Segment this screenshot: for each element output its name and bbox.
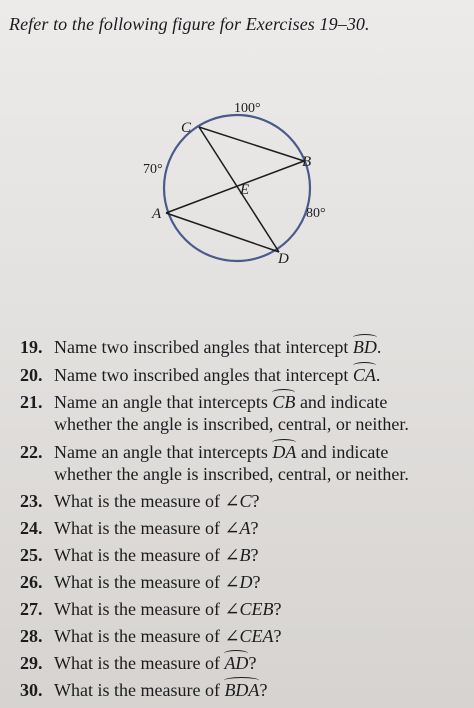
chord-AD <box>166 213 279 252</box>
exercise-text: Name an angle that intercepts <box>54 442 273 462</box>
exercise-number: 19. <box>20 337 43 357</box>
exercise-number: 29. <box>20 653 43 673</box>
exercise-text: Name an angle that intercepts <box>54 392 273 412</box>
label-arc-CB: 100° <box>234 101 261 116</box>
exercise-text: What is the measure of ∠ <box>54 626 240 646</box>
exercise-text: What is the measure of <box>54 653 225 673</box>
exercise-text: What is the measure of ∠ <box>54 491 240 511</box>
exercise-text: Name two inscribed angles that intercept <box>54 337 353 357</box>
label-arc-BD: 80° <box>306 206 326 221</box>
exercise-item <box>20 625 282 647</box>
exercise-number: 20. <box>20 365 43 385</box>
label-point-B: B <box>302 154 312 170</box>
exercise-text-end: and indicate <box>295 392 388 412</box>
exercise-number: 22. <box>20 442 43 462</box>
chord-CB <box>199 127 304 161</box>
label-point-A: A <box>152 206 162 222</box>
exercise-text-end: ? <box>251 491 260 511</box>
exercise-item <box>20 571 261 593</box>
exercise-item <box>20 598 282 620</box>
exercise-text: What is the measure of <box>54 680 225 700</box>
exercise-text: What is the measure of ∠ <box>54 545 240 565</box>
label-point-E: E <box>240 182 250 198</box>
chord-AB <box>166 161 304 213</box>
exercise-text-end: ? <box>250 545 259 565</box>
exercise-text-end: ? <box>252 572 261 592</box>
label-arc-AC: 70° <box>143 162 163 177</box>
circle-outline <box>164 115 310 261</box>
arc-notation: BD <box>352 337 377 357</box>
angle-name: CEB <box>239 599 274 619</box>
exercise-text-line2: whether the angle is inscribed, central, or neither. <box>54 414 409 434</box>
exercise-item <box>20 544 259 566</box>
exercise-item <box>20 490 260 512</box>
exercise-number: 30. <box>20 680 43 700</box>
exercise-number: 28. <box>20 626 43 646</box>
exercise-item <box>20 364 380 386</box>
arc-notation: AD <box>224 653 249 673</box>
arc-notation: CA <box>352 365 376 385</box>
exercise-number: 23. <box>20 491 43 511</box>
exercise-item <box>20 679 267 701</box>
exercise-item <box>20 441 409 485</box>
exercise-heading: Refer to the following figure for Exercises 19–30. <box>9 14 370 34</box>
exercise-item <box>20 336 381 358</box>
angle-name: CEA <box>239 626 274 646</box>
exercise-text-end: ? <box>273 626 282 646</box>
exercise-text: What is the measure of ∠ <box>54 572 240 592</box>
exercise-number: 21. <box>20 392 43 412</box>
exercise-text-end: ? <box>250 518 259 538</box>
angle-name: A <box>239 518 251 538</box>
exercise-text-end: ? <box>273 599 282 619</box>
exercise-text-end: ? <box>248 653 257 673</box>
angle-name: B <box>239 545 251 565</box>
arc-notation: CB <box>272 392 296 412</box>
label-point-C: C <box>181 120 192 136</box>
exercise-number: 25. <box>20 545 43 565</box>
exercise-text: What is the measure of ∠ <box>54 518 240 538</box>
exercise-item <box>20 652 256 674</box>
exercise-number: 26. <box>20 572 43 592</box>
label-point-D: D <box>278 251 289 267</box>
chord-CD <box>199 127 279 252</box>
arc-notation: DA <box>272 442 297 462</box>
exercise-number: 24. <box>20 518 43 538</box>
exercise-item <box>20 391 409 435</box>
exercise-text-end: and indicate <box>296 442 389 462</box>
exercise-text-end: . <box>376 337 382 357</box>
circle-figure <box>0 0 474 320</box>
exercise-text-line2: whether the angle is inscribed, central, or neither. <box>54 464 409 484</box>
exercise-text: Name two inscribed angles that intercept <box>54 365 353 385</box>
exercise-item <box>20 517 259 539</box>
exercise-text-end: . <box>375 365 381 385</box>
angle-name: D <box>239 572 253 592</box>
exercise-text-end: ? <box>259 680 268 700</box>
exercise-number: 27. <box>20 599 43 619</box>
angle-name: C <box>239 491 252 511</box>
exercise-text: What is the measure of ∠ <box>54 599 240 619</box>
arc-notation: BDA <box>224 680 260 700</box>
